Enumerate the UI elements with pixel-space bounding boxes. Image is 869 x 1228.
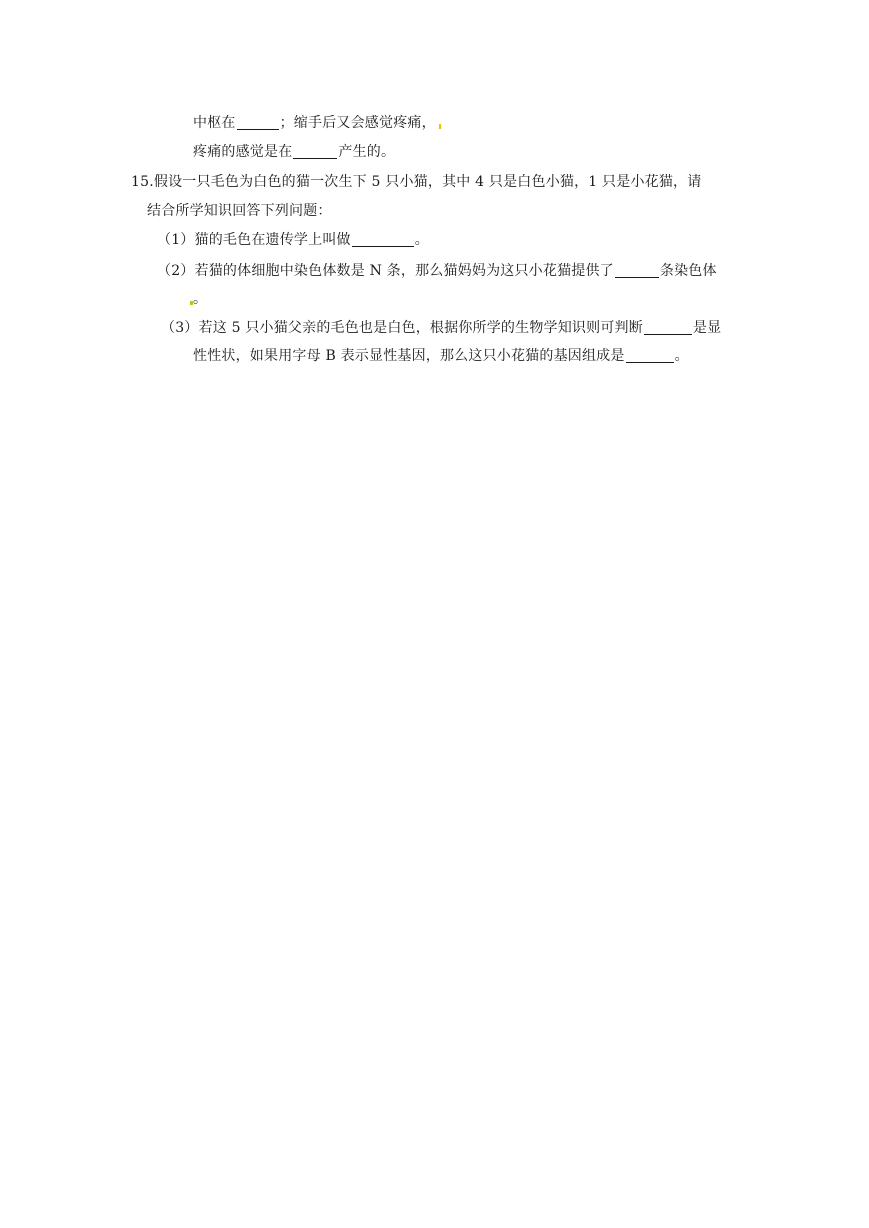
sub-question-label: （3） [161,320,199,336]
answer-blank[interactable] [626,348,674,363]
answer-blank[interactable] [293,144,337,159]
sub-question-text: 。 [414,232,429,248]
highlight-mark [439,124,441,129]
sub-question-text: 是显 [692,320,722,336]
question-15-stem-line-1 [131,172,701,192]
answer-blank[interactable] [352,232,414,247]
sub-question-text: 猫的毛色在遗传学上叫做 [194,232,351,248]
answer-blank[interactable] [615,263,659,278]
sub-question-3-line-2 [193,346,689,366]
prev-question-text: 中枢在 [193,115,236,131]
question-15-stem-line-2 [147,201,332,221]
sub-question-text: 若猫的体细胞中染色体数是 N 条，那么猫妈妈为这只小花猫提供了 [194,263,614,279]
sub-question-1 [157,230,429,250]
sub-question-text: 。 [193,291,208,307]
sub-question-text: 性性状，如果用字母 B 表示显性基因，那么这只小花猫的基因组成是 [193,348,625,364]
sub-question-2-line-1 [157,261,717,281]
question-stem: 假设一只毛色为白色的猫一次生下 5 只小猫，其中 4 只是白色小猫，1 只是小花猫，请 [153,174,702,190]
prev-question-text: ；缩手后又会感觉疼痛， [279,115,436,131]
sub-question-label: （2） [157,263,195,279]
answer-blank[interactable] [644,320,692,335]
answer-blank[interactable] [237,115,279,130]
question-stem: 结合所学知识回答下列问题： [147,203,332,219]
prev-question-text: 产生的。 [338,144,396,160]
sub-question-label: （1） [157,232,195,248]
prev-question-line-1 [193,113,441,133]
sub-question-3-line-1 [161,318,721,338]
sub-question-text: 若这 5 只小猫父亲的毛色也是白色，根据你所学的生物学知识则可判断 [198,320,643,336]
question-number: 15. [131,174,154,190]
prev-question-line-2 [193,142,395,162]
sub-question-text: 条染色体 [659,263,717,279]
sub-question-text: 。 [674,348,689,364]
prev-question-text: 疼痛的感觉是在 [193,144,293,160]
sub-question-2-line-2 [190,289,207,309]
